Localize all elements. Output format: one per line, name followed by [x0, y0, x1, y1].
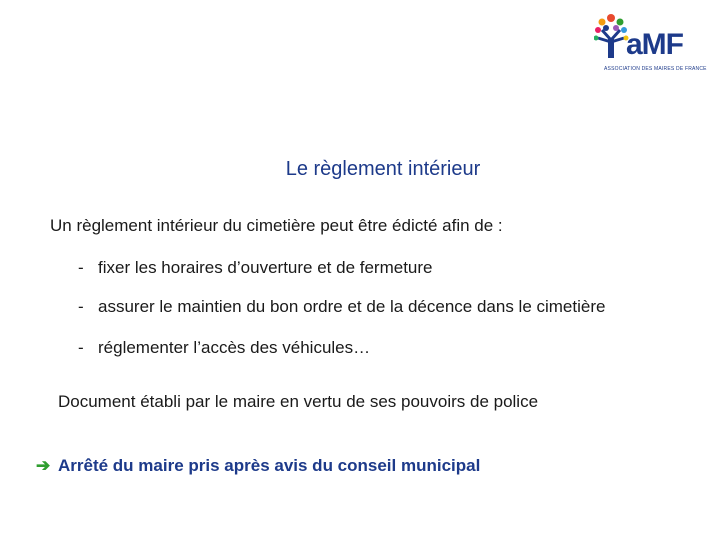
conclusion [36, 456, 480, 476]
arrow-right-icon: ➔ [36, 456, 51, 475]
logo-tagline: ASSOCIATION DES MAIRES DE FRANCE [604, 66, 707, 72]
list-item [78, 338, 370, 358]
logo-name: aMF [626, 28, 683, 61]
page-title: Le règlement intérieur [285, 158, 481, 180]
intro-text: Un règlement intérieur du cimetière peut être édicté afin de : [50, 216, 503, 235]
list-item-text: réglementer l’accès des véhicules… [98, 338, 371, 357]
dash-bullet: - [78, 258, 84, 277]
list-item [78, 297, 605, 317]
conclusion-text: Arrêté du maire pris après avis du conseil municipal [58, 456, 481, 475]
note-text: Document établi par le maire en vertu de ses pouvoirs de police [58, 392, 539, 411]
list-item [78, 258, 433, 278]
amf-logo [588, 12, 707, 72]
list-item-text: assurer le maintien du bon ordre et de la décence dans le cimetière [98, 297, 606, 316]
list-item-text: fixer les horaires d’ouverture et de fermeture [98, 258, 433, 277]
dash-bullet: - [78, 338, 84, 357]
dash-bullet: - [78, 297, 84, 316]
